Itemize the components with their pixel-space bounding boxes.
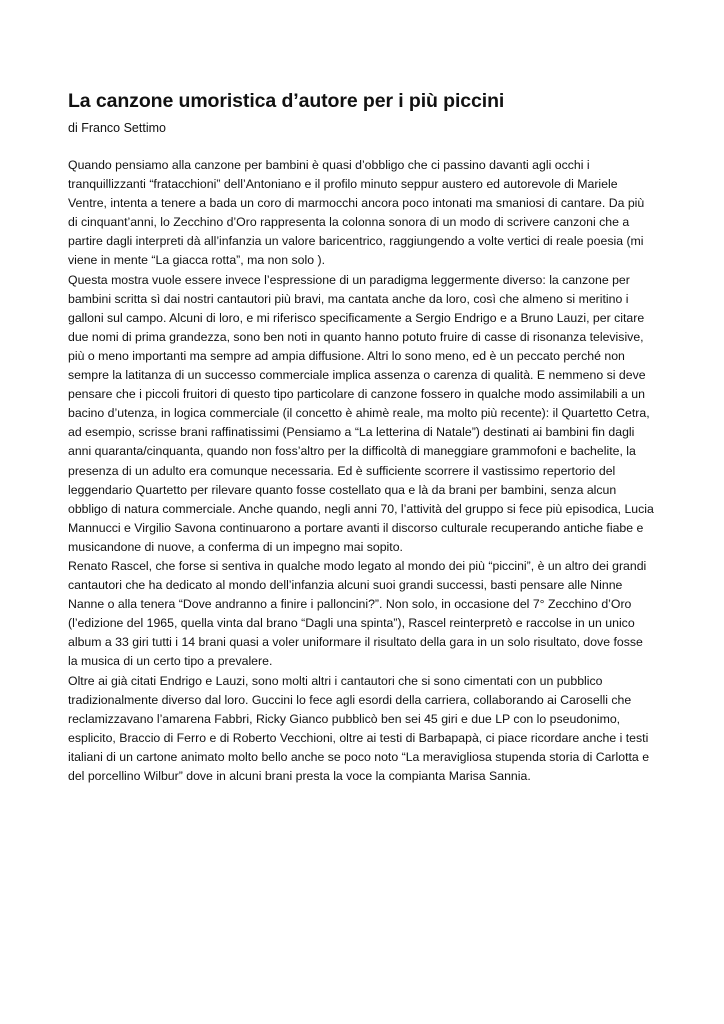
paragraph-line: due nomi di prima grandezza, sono ben noti in quanto hanno potuto fruire di casse di risonanza televisive, — [68, 329, 644, 344]
paragraph-line: anni quaranta/cinquanta, quando non foss’altro per la difficoltà di maneggiare grammofoni e bachelite, la — [68, 444, 636, 459]
paragraph-line: bambini scritta sì dai nostri cantautori più bravi, ma cantata anche da loro, così che almeno si meritino i — [68, 291, 629, 306]
paragraph-line: Oltre ai già citati Endrigo e Lauzi, sono molti altri i cantautori che si sono cimentati con un pubblico — [68, 673, 603, 688]
body-paragraph — [68, 672, 660, 787]
paragraph-line: viene in mente “La giacca rotta”, ma non solo ). — [68, 253, 325, 268]
document-page — [68, 88, 660, 786]
paragraph-line: album a 33 giri tutti i 14 brani quasi a voler uniformare il risultato della gara in un solo risultato, dove fosse — [68, 635, 643, 650]
paragraph-line: Nanne o alla tenera “Dove andranno a finire i palloncini?”. Non solo, in occasione del 7° Zecchino d’Oro — [68, 597, 632, 612]
paragraph-line: Quando pensiamo alla canzone per bambini è quasi d’obbligo che ci passino davanti agli occhi i — [68, 158, 590, 172]
paragraph-line: obbligo di natura commerciale. Anche quando, negli anni 70, l’attività del gruppo si fece più episodica, Lucia — [68, 501, 654, 516]
paragraph-line: Renato Rascel, che forse si sentiva in qualche modo legato al mondo dei più “piccini”, è un altro dei grandi — [68, 558, 647, 573]
paragraph-line: ad esempio, scrisse brani raffinatissimi (Pensiamo a “La letterina di Natale”) destinati ai bambini fin dagli — [68, 425, 635, 440]
paragraph-line: Questa mostra vuole essere invece l’espressione di un paradigma leggermente diverso: la canzone per — [68, 272, 630, 287]
document-body — [68, 156, 660, 786]
paragraph-line: musicandone di nuove, a conferma di un impegno mai sopito. — [68, 539, 403, 554]
paragraph-line: di cinquant’anni, lo Zecchino d’Oro rappresenta la colonna sonora di un modo di scrivere canzoni che a — [68, 215, 630, 230]
paragraph-line: italiani di un cartone animato molto bello anche se poco noto “La meravigliosa stupenda storia di Carlotta e — [68, 749, 650, 764]
paragraph-line: più o meno importanti ma sempre ad ampia diffusione. Altri lo sono meno, ed è un peccato perché non — [68, 348, 625, 363]
document-title: La canzone umoristica d’autore per i più piccini — [68, 90, 505, 112]
body-paragraph — [68, 557, 660, 672]
paragraph-line: leggendario Quartetto per rilevare quanto fosse costellato qua e là da brani per bambini, senza alcun — [68, 482, 617, 497]
paragraph-line: Mannucci e Virgilio Savona continuarono a portare avanti il discorso culturale recuperando antiche fiabe e — [68, 520, 644, 535]
paragraph-line: pensare che i piccoli fruitori di questo tipo particolare di canzone fossero in qualche modo assimilabili a un — [68, 387, 645, 402]
paragraph-line: bacino d’utenza, in logica commerciale (il concetto è ahimè reale, ma molto più recente): il Quartetto Cetra, — [68, 406, 650, 421]
paragraph-line: partire dagli interpreti dà all’infanzia un valore baricentrico, raggiungendo a volte vertici di reale poesia (mi — [68, 234, 644, 249]
paragraph-line: sempre la latitanza di un successo commerciale implica assenza o carenza di qualità. E nemmeno si deve — [68, 368, 646, 383]
paragraph-line: presenza di un adulto era comunque necessaria. Ed è sufficiente scorrere il vastissimo repertorio del — [68, 463, 616, 478]
document-author: di Franco Settimo — [68, 121, 166, 135]
body-paragraph — [68, 271, 660, 557]
body-paragraph — [68, 156, 660, 271]
paragraph-line: tradizionalmente diverso dal loro. Guccini lo fece agli esordi della carriera, collaborando ai Caroselli che — [68, 692, 632, 707]
paragraph-line: reclamizzavano l’amarena Fabbri, Ricky Gianco pubblicò ben sei 45 giri e due LP con lo pseudonimo, — [68, 711, 621, 726]
paragraph-line: tranquillizzanti “fratacchioni” dell’Antoniano e il profilo minuto seppur austero ed autorevole di Mariele — [68, 177, 618, 192]
paragraph-line: del porcellino Wilbur” dove in alcuni brani presta la voce la compianta Marisa Sannia. — [68, 769, 531, 783]
paragraph-line: cantautori che ha dedicato al mondo dell’infanzia alcuni suoi grandi successi, basti pensare alle Ninne — [68, 578, 623, 593]
paragraph-line: esplicito, Braccio di Ferro e di Roberto Vecchioni, oltre ai testi di Barbapapà, ci piace ricordare anche i testi — [68, 730, 649, 745]
paragraph-line: (l’edizione del 1965, quella vinta dal brano “Dagli una spinta”), Rascel reinterpretò e raccolse in un unico — [68, 616, 635, 631]
paragraph-line: la musica di un certo tipo a prevalere. — [68, 654, 273, 669]
paragraph-line: galloni sul campo. Alcuni di loro, e mi riferisco specificamente a Sergio Endrigo e a Bruno Lauzi, per citare — [68, 310, 645, 325]
paragraph-line: Ventre, intenta a tenere a bada un coro di marmocchi ancora poco intonati ma smaniosi di cantare. Da più — [68, 196, 645, 211]
